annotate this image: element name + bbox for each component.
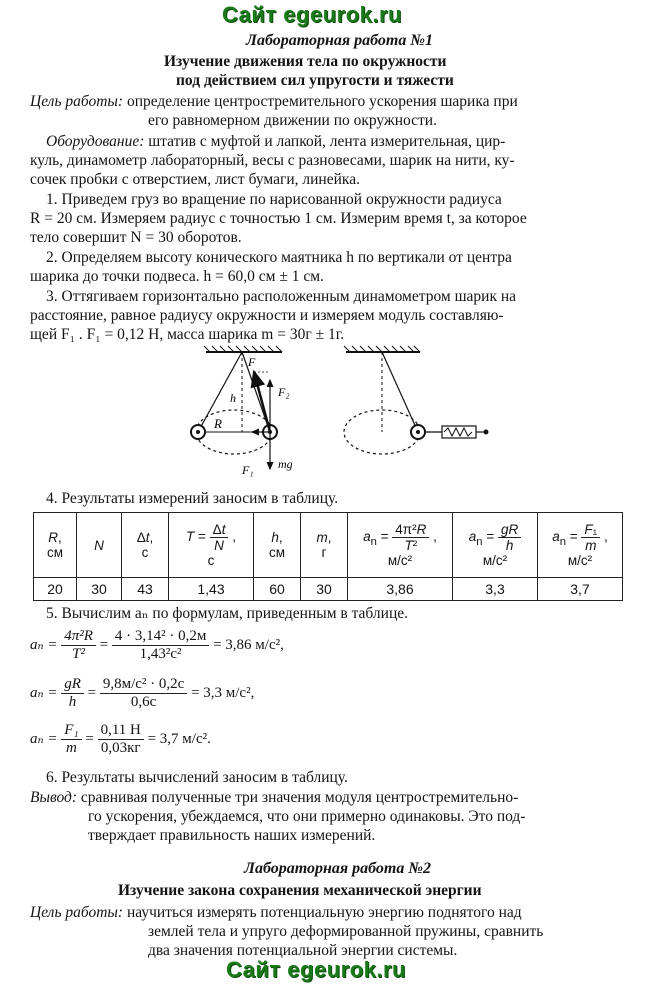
site-watermark-bottom: Сайт egeurok.ru bbox=[226, 957, 406, 982]
lab2-goal-label: Цель работы: bbox=[30, 904, 124, 921]
equipment-line2: куль, динамометр лабораторный, весы с разновесами, шарик на нити, ку- bbox=[30, 152, 515, 169]
equipment-line3: сочек пробки с отверстием, лист бумаги, линейка. bbox=[30, 171, 360, 188]
step1-line1: 1. Приведем груз во вращение по нарисованной окружности радиуса bbox=[46, 191, 502, 208]
conclusion-text: сравнивая полученные три значения модуля центростремительно- bbox=[80, 789, 519, 806]
table-header-cell: Δt, с bbox=[122, 513, 169, 578]
dynamometer bbox=[425, 426, 489, 438]
step2-line2: шарика до точки подвеса. h = 60,0 см ± 1 см. bbox=[30, 268, 324, 285]
lab2-goal-text: научиться измерять потенциальную энергию поднятого над bbox=[126, 904, 522, 921]
force-f-arrow bbox=[254, 372, 270, 432]
pendulum-figure bbox=[170, 344, 500, 484]
formula-2-num1: gR bbox=[61, 676, 84, 694]
table-row bbox=[34, 578, 623, 601]
table-header-cell: m, г bbox=[301, 513, 348, 578]
equipment-text: штатив с муфтой и лапкой, лента измерительная, цир- bbox=[148, 133, 506, 150]
formula-2-result: = 3,3 м/с², bbox=[191, 684, 255, 701]
table-cell: 30 bbox=[301, 578, 348, 601]
goal-text: определение центростремительного ускорения шарика при bbox=[126, 93, 518, 110]
formula-2-num2: 9,8м/с² · 0,2с bbox=[100, 676, 187, 694]
goal-line2: его равномерном движении по окружности. bbox=[148, 112, 437, 129]
formula-3-result: = 3,7 м/с². bbox=[147, 730, 211, 747]
table-header-cell: $a_n$ = $\frac{\text{4π²R}}{\text{T²}}$ , м/с² bbox=[348, 513, 453, 578]
conclusion-line1 bbox=[30, 788, 518, 808]
lab2-title: Лабораторная работа №2 bbox=[244, 860, 431, 877]
goal-label: Цель работы: bbox=[30, 93, 124, 110]
lab2-goal-line2: землей тела и упруго деформированной пружины, сравнить bbox=[148, 923, 544, 940]
table-cell: 20 bbox=[34, 578, 77, 601]
table-header-cell: T = $\frac{\Delta t}{N}$ , с bbox=[169, 513, 254, 578]
formula-1-lhs: aₙ = bbox=[30, 636, 58, 653]
table-header-cell: $a_n$ = $\frac{\text{F₁}}{m}$ , м/с² bbox=[538, 513, 623, 578]
label-mg: mg bbox=[278, 457, 293, 471]
formula-2-den1: h bbox=[68, 694, 77, 710]
label-F1: F₁ bbox=[242, 463, 254, 477]
goal-line1 bbox=[30, 92, 518, 112]
left-support bbox=[204, 346, 282, 352]
table-header-cell: $a_n$ = $\frac{gR}{h}$ м/с² bbox=[453, 513, 538, 578]
formula-2-den2: 0,6с bbox=[130, 694, 157, 710]
formula-3-num1: F₁ bbox=[61, 722, 81, 740]
label-h: h bbox=[230, 391, 236, 405]
formula-1-result: = 3,86 м/с², bbox=[213, 636, 284, 653]
formula-1-num1: 4π²R bbox=[61, 628, 96, 646]
lab1-subtitle-line1: Изучение движения тела по окружности bbox=[164, 53, 447, 70]
table-header-row bbox=[34, 513, 623, 578]
table-cell: 3,7 bbox=[538, 578, 623, 601]
table-header-cell: R, см bbox=[34, 513, 77, 578]
table-cell: 30 bbox=[77, 578, 122, 601]
step1-line3: тело совершит N = 30 оборотов. bbox=[30, 229, 242, 246]
step4: 4. Результаты измерений заносим в таблицу. bbox=[46, 490, 339, 507]
table-header-cell: N bbox=[77, 513, 122, 578]
step3-line1: 3. Оттягиваем горизонтально расположенным динамометром шарик на bbox=[46, 288, 517, 305]
label-R: R bbox=[214, 416, 222, 431]
site-watermark-top: Сайт egeurok.ru bbox=[222, 2, 402, 27]
step2-line1: 2. Определяем высоту конического маятника h по вертикали от центра bbox=[46, 249, 512, 266]
formula-1-den1: T² bbox=[72, 646, 85, 662]
table-cell: 60 bbox=[254, 578, 301, 601]
table-cell: 3,3 bbox=[453, 578, 538, 601]
table-cell: 1,43 bbox=[169, 578, 254, 601]
step6: 6. Результаты вычислений заносим в таблицу. bbox=[46, 769, 348, 786]
step3-line2: расстояние, равное радиусу окружности и измеряем модуль составляю- bbox=[30, 307, 504, 324]
equipment-label: Оборудование: bbox=[46, 133, 145, 150]
formula-2: aₙ = $\frac{gR}{h}$ = $\frac{\text{9,8м/с² · 0,2с}}{0,6с}$ = 3,3 м/с², bbox=[30, 676, 255, 710]
formula-1: aₙ = $\frac{\text{4π²R}}{\text{T²}}$ = $\frac{\text{4 · 3,14² · 0,2м}}{\text{1,43²с²}}$ = 3,86 м/с², bbox=[30, 628, 284, 662]
formula-3-den2: 0,03кг bbox=[100, 740, 141, 756]
conclusion-label: Вывод: bbox=[30, 789, 78, 806]
formula-1-num2: 4 · 3,14² · 0,2м bbox=[112, 628, 209, 646]
step3-line3: щей F₁ . F₁ = 0,12 Н, масса шарика m = 30г ± 1г. bbox=[30, 326, 345, 343]
lab1-title: Лабораторная работа №1 bbox=[246, 32, 433, 49]
conclusion-line3: тверждает правильность наших измерений. bbox=[88, 827, 376, 844]
lab2-subtitle: Изучение закона сохранения механической энергии bbox=[118, 882, 482, 899]
step1-line2: R = 20 см. Измеряем радиус с точностью 1 см. Измерим время t, за которое bbox=[30, 210, 527, 227]
formula-1-den2: 1,43²с² bbox=[139, 646, 182, 662]
formula-2-lhs: aₙ = bbox=[30, 684, 58, 701]
equipment-line1 bbox=[46, 132, 505, 152]
label-F: F bbox=[248, 355, 256, 369]
step5: 5. Вычислим aₙ по формулам, приведенным в таблице. bbox=[46, 605, 408, 622]
table-cell: 43 bbox=[122, 578, 169, 601]
lab2-goal-line1 bbox=[30, 903, 522, 923]
formula-3-den1: m bbox=[65, 740, 77, 756]
label-F2: F₂ bbox=[278, 385, 290, 399]
table-cell: 3,86 bbox=[348, 578, 453, 601]
table-header-cell: h, см bbox=[254, 513, 301, 578]
right-thread bbox=[382, 352, 418, 432]
formula-3-num2: 0,11 Н bbox=[98, 722, 144, 740]
formula-3: aₙ = $\frac{\text{F₁}}{m}$ = $\frac{0,11 Н}{0,03кг}$ = 3,7 м/с². bbox=[30, 722, 211, 756]
lab2-goal-line3: два значения потенциальной энергии системы. bbox=[148, 942, 458, 959]
lab1-subtitle-line2: под действием сил упругости и тяжести bbox=[176, 72, 454, 89]
results-table bbox=[33, 512, 623, 601]
right-support bbox=[344, 346, 420, 352]
conclusion-line2: го ускорения, убеждаемся, что они примерно одинаковы. Это под- bbox=[88, 808, 526, 825]
formula-3-lhs: aₙ = bbox=[30, 730, 58, 747]
